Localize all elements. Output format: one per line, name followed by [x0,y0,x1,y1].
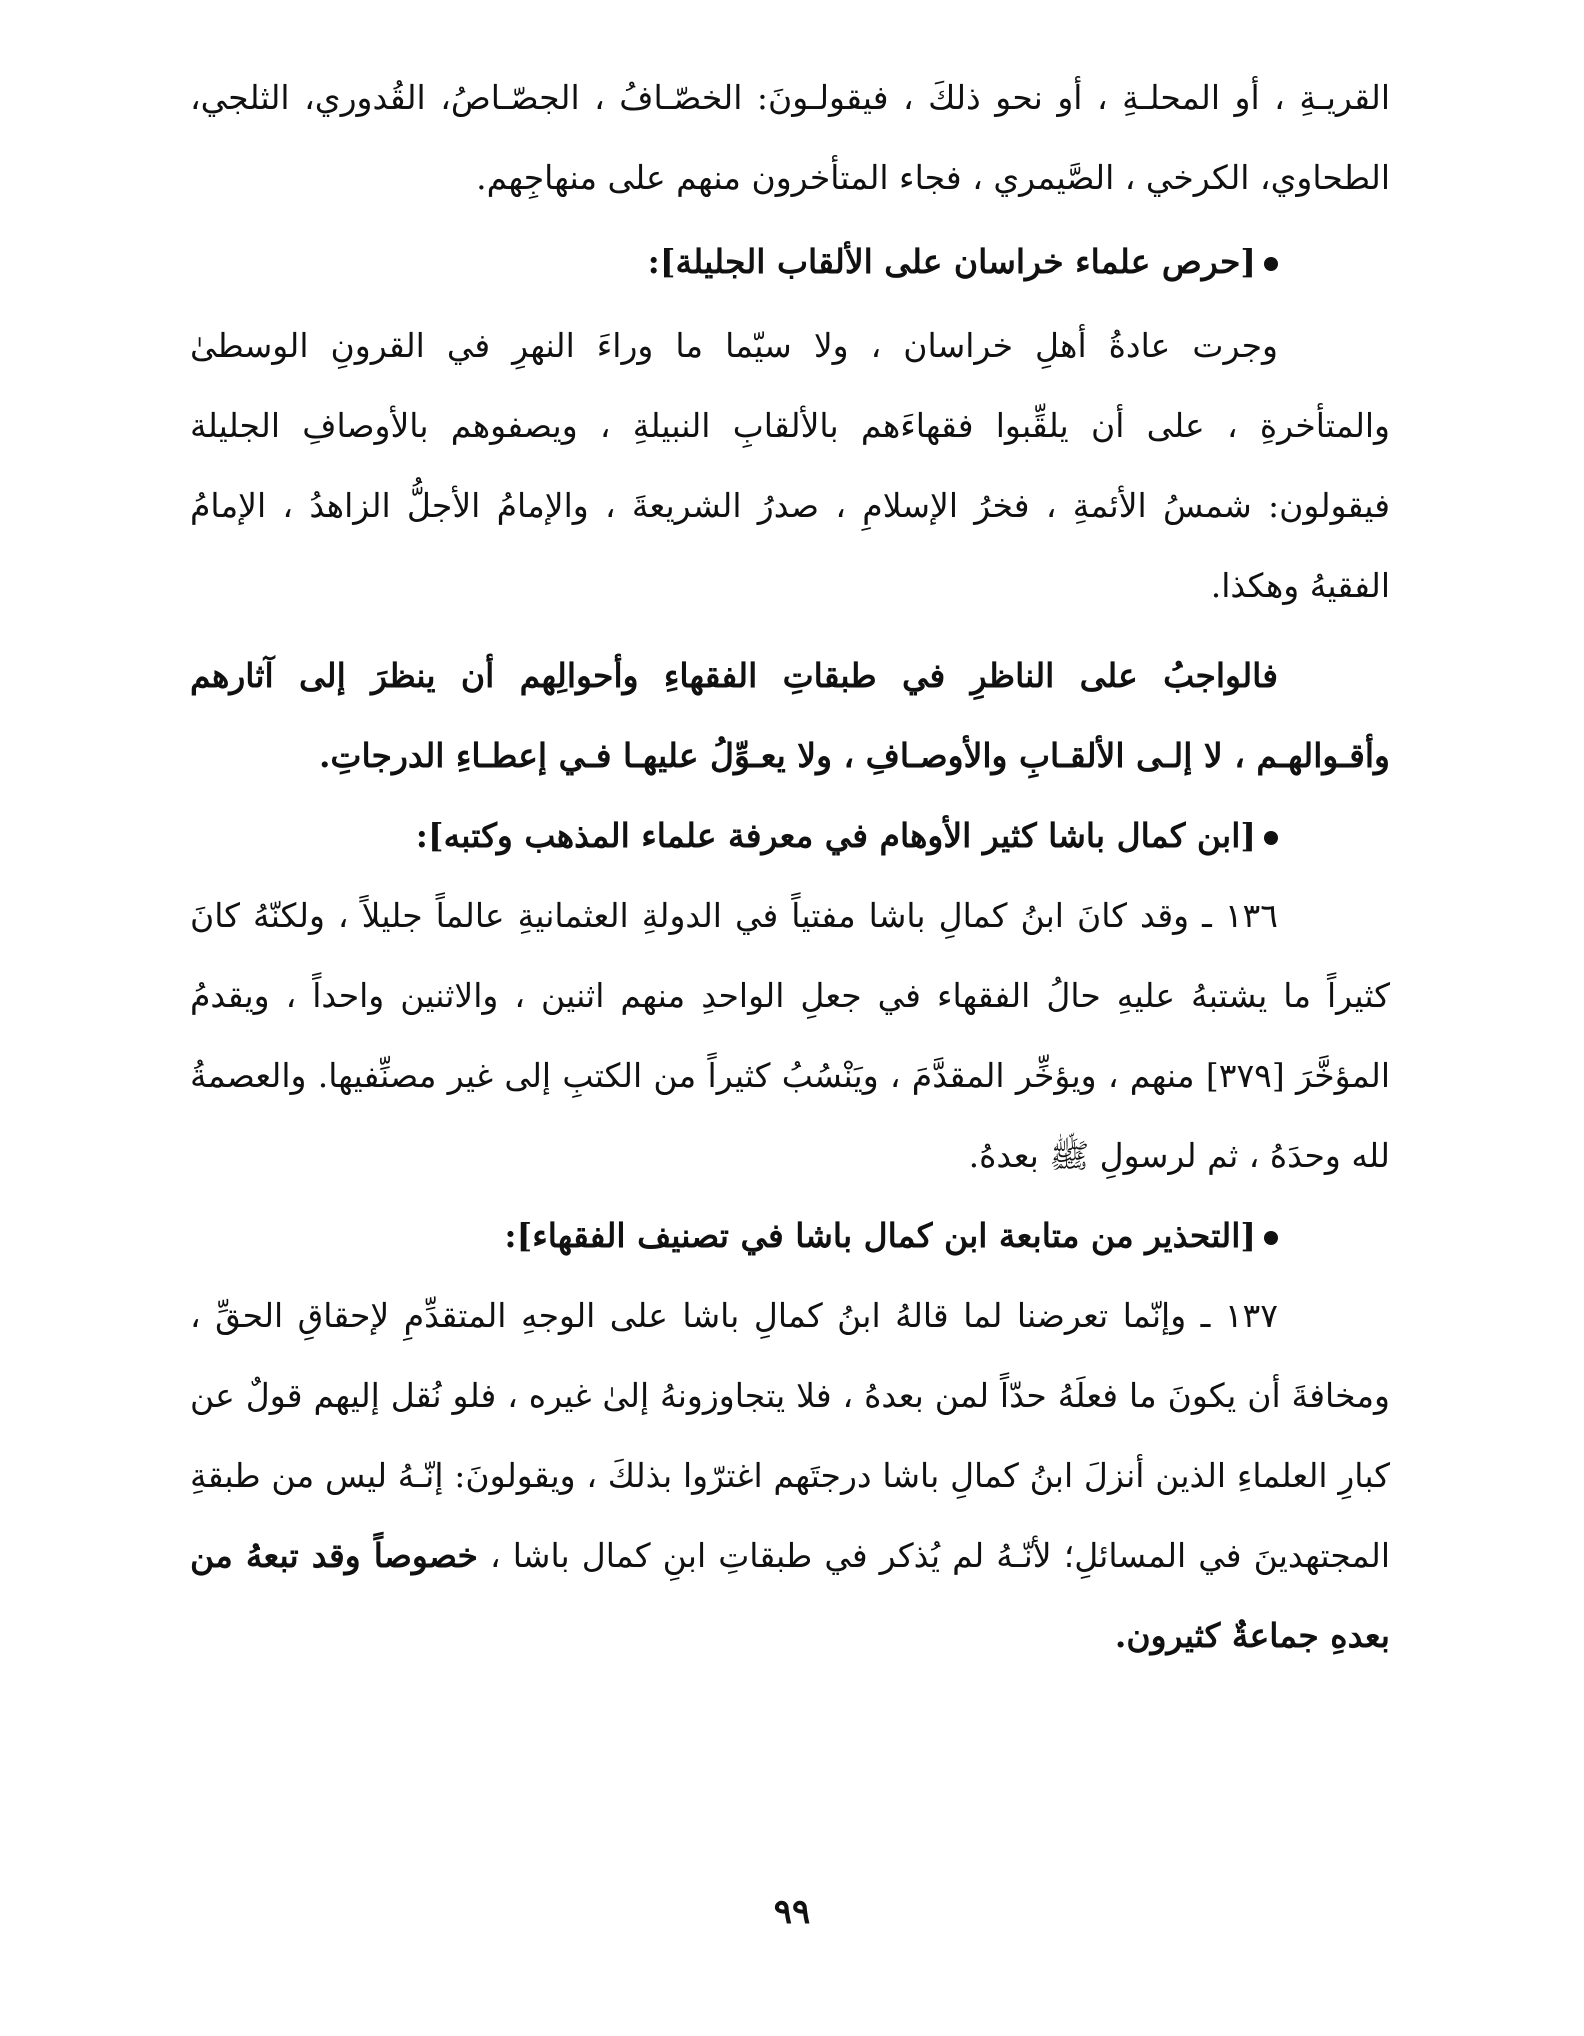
bullet-icon [1264,257,1278,271]
paragraph-137 [190,1276,1390,1676]
section-heading-warning [190,1196,1390,1276]
paragraph-3-text: فالواجبُ على الناظرِ في طبقاتِ الفقهاءِ وأحوالِهم أن ينظرَ إلى آثارهم وأقـوالهـم ، لا إلـى الألقـابِ والأوصـافِ ، ولا يعـوِّلُ عليهـا فـي إعطـاءِ الدرجاتِ. [190,656,1390,775]
paragraph-1: القريـةِ ، أو المحلـةِ ، أو نحو ذلكَ ، فيقولـونَ: الخصّـافُ ، الجصّـاصُ، القُدوري، الثلجي، الطحاوي، الكرخي ، الصَّيمري ، فجاء المتأخرون منهم على منهاجِهم. [190,78,1390,197]
paragraph-2-text: وجرت عادةُ أهلِ خراسان ، ولا سيّما ما وراءَ النهرِ في القرونِ الوسطىٰ والمتأخرةِ ، على أن يلقِّبوا فقهاءَهم بالألقابِ النبيلةِ ، ويصفوهم بالأوصافِ الجليلة فيقولون: شمسُ الأئمةِ ، فخرُ الإسلامِ ، صدرُ الشريعةَ ، والإمامُ الأجلُّ الزاهدُ ، الإمامُ الفقيهُ وهكذا. [190,326,1390,605]
page-body [190,58,1390,2018]
section-heading-khurasan-text: [حرص علماء خراسان على الألقاب الجليلة]: [647,242,1256,281]
section-heading-khurasan [190,222,1390,302]
section-heading-ibn-kamal-text: [ابن كمال باشا كثير الأوهام في معرفة علماء المذهب وكتبه]: [415,816,1256,855]
paragraph-3 [190,636,1390,796]
page-number: ٩٩ [773,1892,811,1932]
paragraph-136 [190,876,1390,1196]
section-heading-warning-text: [التحذير من متابعة ابن كمال باشا في تصنيف الفقهاء]: [504,1216,1256,1255]
bullet-icon [1264,1231,1278,1245]
bullet-icon [1264,831,1278,845]
paragraph-137-text: ١٣٧ ـ وإنّما تعرضنا لما قالهُ ابنُ كمالِ باشا على الوجهِ المتقدِّمِ لإحقاقِ الحقِّ ، ومخافةَ أن يكونَ ما فعلَهُ حدّاً لمن بعدهُ ، فلا يتجاوزونهُ إلىٰ غيره ، فلو نُقل إليهم قولٌ عن كبارِ العلماءِ الذين أنزلَ ابنُ كمالِ باشا درجتَهم اغترّوا بذلكَ ، ويقولونَ: إنّـهُ ليس من طبقةِ المجتهدينَ في المسائلِ؛ لأنّـهُ لم يُذكر في طبقاتِ ابنِ كمال باشا ، [190,1296,1390,1575]
paragraph-2 [190,306,1390,626]
section-heading-ibn-kamal [190,796,1390,876]
paragraph-136-text: ١٣٦ ـ وقد كانَ ابنُ كمالِ باشا مفتياً في الدولةِ العثمانيةِ عالماً جليلاً ، ولكنّهُ كانَ كثيراً ما يشتبهُ عليهِ حالُ الفقهاء في جعلِ الواحدِ منهم اثنين ، والاثنين واحداً ، ويقدمُ المؤخَّرَ [٣٧٩] منهم ، ويؤخِّر المقدَّمَ ، ويَنْسُبُ كثيراً من الكتبِ إلى غير مصنِّفيها. والعصمةُ لله وحدَهُ ، ثم لرسولِ ﷺ بعدهُ. [190,896,1391,1175]
paragraph-137-bold-text: خصوصاً وقد تبعهُ من بعدهِ جماعةٌ كثيرون. [190,1536,1390,1655]
